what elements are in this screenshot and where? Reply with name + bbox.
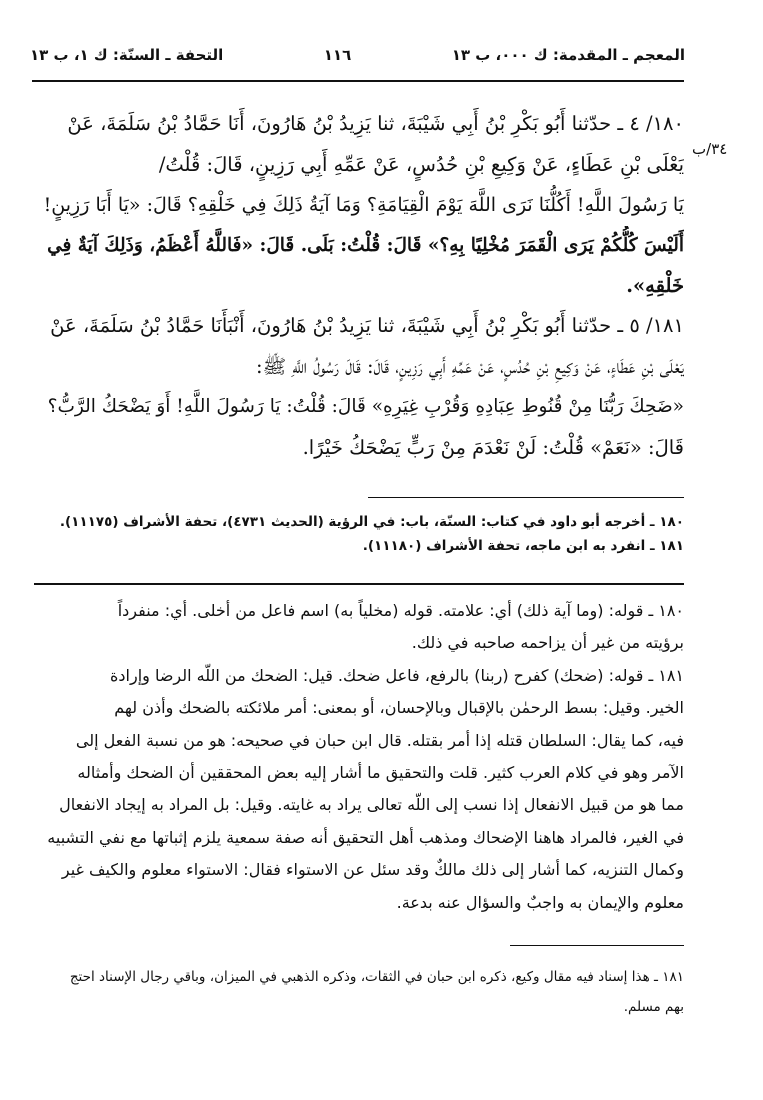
commentary-line: ١٨١ ـ قوله: (ضحك) كفرح (ربنا) بالرفع، فاعل ضحك. قيل: الضحك من اللّه الرضا وإرادة	[110, 665, 684, 685]
footnote-rule	[368, 497, 684, 498]
commentary	[34, 595, 684, 919]
margin-folio-note: ٣٤/ب	[692, 140, 728, 158]
commentary-line: في الغير، فالمراد هاهنا الإضحاك ومذهب أهل التحقيق أنه صفة سمعية يلزم إثباتها مع نفي التشبيه	[47, 827, 684, 847]
commentary-line: ١٨٠ ـ قوله: (وما آية ذلك) أي: علامته. قوله (مخلياً به) اسم فاعل من أخلى. أي: منفرداً	[117, 601, 684, 620]
hadith-line: ١٨١/ ٥ ـ حدّثنا أَبُو بَكْرِ بْنُ أَبِي شَيْبَةَ، ثنا يَزِيدُ بْنُ هَارُونَ، أَنْبَأَنَا حَمَّادُ بْنُ سَلَمَةَ، عَنْ	[50, 314, 684, 337]
footnotes-top	[34, 510, 684, 558]
footnote-line: ١٨١ ـ انفرد به ابن ماجه، تحفة الأشراف (١١١٨٠).	[362, 538, 684, 554]
hadith-line: خَلْقِهِ».	[626, 274, 684, 297]
header-rule	[32, 80, 684, 82]
header-left: التحفة ـ السنّة: ك ١، ب ١٣	[30, 46, 224, 64]
footnote-rule-bottom	[510, 945, 684, 946]
hadith-line: أَلَيْسَ كُلُّكُمْ يَرَى الْقَمَرَ مُخْلِيًا بِهِ؟» قَالَ: قُلْتُ: بَلَى. قَالَ: «فَاللَّهُ أَعْظَمُ، وَذَلِكَ آيَةٌ فِي	[47, 234, 684, 256]
commentary-line: الخير. وقيل: بسط الرحمٰن بالإقبال وبالإحسان، أو بمعنى: أمر ملائكته بالضحك وأذن لهم	[114, 698, 684, 718]
commentary-line: معلوم والإيمان به واجبٌ والسؤال عنه بدعة.	[396, 892, 684, 912]
hadith-180	[34, 104, 684, 307]
hadith-line: يَا رَسُولَ اللَّهِ! أَكُلُّنَا نَرَى اللَّهَ يَوْمَ الْقِيَامَةِ؟ وَمَا آيَةُ ذَلِكَ فِي خَلْقِهِ؟ قَالَ: «يَا أَبَا رَزِينٍ!	[43, 194, 684, 216]
header-right: المعجم ـ المقدمة: ك ٠٠٠، ب ١٣	[451, 46, 685, 64]
hadith-181	[34, 306, 684, 468]
hadith-line: يَعْلَى بْنِ عَطَاءٍ، عَنْ وَكِيعِ بْنِ حُدُسٍ، عَنْ عَمِّهِ أَبِي رَزِينٍ، قَالَ: قَالَ رَسُولُ اللَّهِ ﷺ:	[256, 354, 684, 378]
footnote-line: ١٨٠ ـ أخرجه أبو داود في كتاب: السنّة، باب: في الرؤية (الحديث ٤٧٣١)، تحفة الأشراف (١١١٧٥).	[59, 514, 684, 530]
commentary-line: فيه، كما يقال: السلطان قتله إذا أمر بقتله. قال ابن حبان في صحيحه: هو من نسبة الفعل إلى	[75, 730, 684, 750]
page-number: ١١٦	[323, 46, 352, 64]
hadith-line: «ضَحِكَ رَبُّنَا مِنْ قُنُوطِ عِبَادِهِ وَقُرْبِ غِيَرِهِ» قَالَ: قُلْتُ: يَا رَسُولَ اللَّهِ! أَوَ يَضْحَكُ الرَّبُّ؟	[47, 396, 684, 417]
running-header	[30, 42, 685, 68]
hadith-line: يَعْلَى بْنِ عَطَاءٍ، عَنْ وَكِيعِ بْنِ حُدُسٍ، عَنْ عَمِّهِ أَبِي رَزِينٍ، قَالَ: قُلْتُ/	[158, 152, 684, 176]
footnote-line: ١٨١ ـ هذا إسناد فيه مقال وكيع، ذكره ابن حبان في الثقات، وذكره الذهبي في الميزان، وباقي رجال الإسناد احتج	[69, 969, 684, 985]
hadith-line: ١٨٠/ ٤ ـ حدّثنا أَبُو بَكْرِ بْنُ أَبِي شَيْبَةَ، ثنا يَزِيدُ بْنُ هَارُونَ، أَنَا حَمَّادُ بْنُ سَلَمَةَ، عَنْ	[67, 112, 684, 135]
section-rule	[34, 583, 684, 585]
hadith-line: قَالَ: «نَعَمْ» قُلْتُ: لَنْ نَعْدَمَ مِنْ رَبٍّ يَضْحَكُ خَيْرًا.	[302, 435, 684, 459]
commentary-line: برؤيته من غير أن يزاحمه صاحبه في ذلك.	[411, 633, 684, 653]
footnote-line: بهم مسلم.	[623, 999, 684, 1015]
footnotes-bottom	[34, 962, 684, 1022]
commentary-line: مما هو من قبيل الانفعال إذا نسب إلى اللّه تعالى يراد به غايته. وقيل: بل المراد به إيجاد الانفعال	[59, 795, 684, 815]
commentary-line: الآمر وهو في كلام العرب كثير. قلت والتحقيق ما أشار إليه بعض المحققين أن الضحك وأمثاله	[77, 763, 684, 783]
commentary-line: وكمال التنزيه، كما أشار إلى ذلك مالكٌ وقد سئل عن الاستواء فقال: الاستواء معلوم والكيف غير	[61, 860, 684, 880]
